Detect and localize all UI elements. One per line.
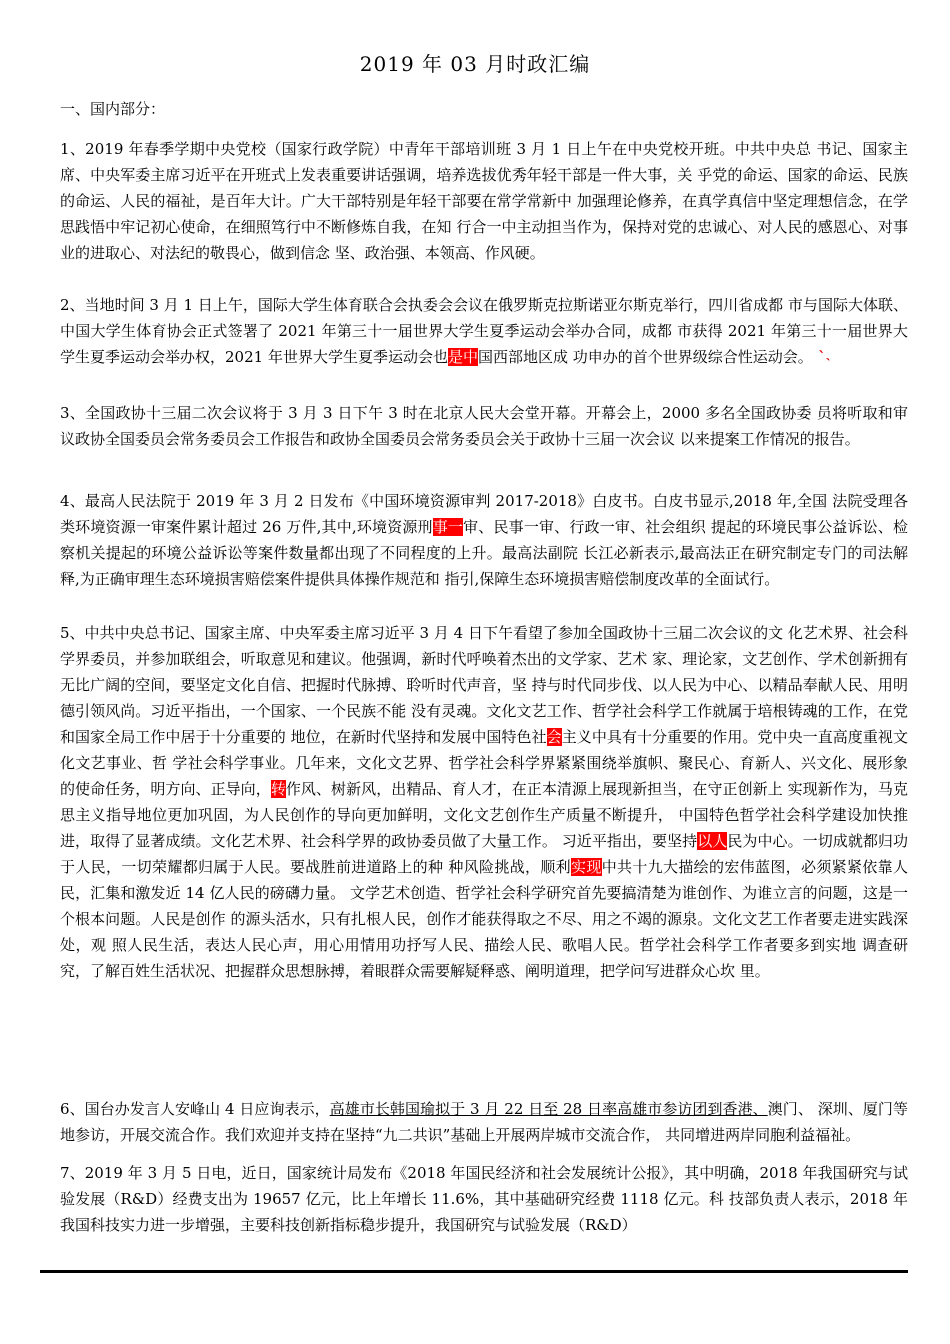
news-item-3	[60, 400, 908, 452]
news-item-4	[60, 488, 908, 592]
paragraph-text: 国西部地区成 功申办的首个世界级综合性运动会。	[477, 348, 813, 366]
news-item-2	[60, 292, 908, 370]
highlighted-text: 会	[546, 728, 562, 746]
paragraph-text: 主义中具有十分重要的作用。党中央一直高度重视文化文艺事业、哲 学社会科学事业。几年来，文化文艺界、哲学社会科学界紧紧围绕举旗帜、聚民心、育新人、兴文化、展形象 的使命任务，明方向、正导向，	[60, 728, 908, 798]
annotation-mark: ˋ˴	[812, 348, 831, 366]
news-item-6	[60, 1096, 908, 1148]
section-heading: 一、国内部分：	[60, 100, 166, 118]
paragraph-text: 1、2019 年春季学期中央党校（国家行政学院）中青年干部培训班 3 月 1 日上午在中央党校开班。中共中央总 书记、国家主席、中央军委主席习近平在开班式上发表重要讲话强调，培养选拔优秀年轻干部是一件大事，关 乎党的命运、国家的命运、民族的命运、人民的福祉，是百年大计。广大干部特别是年轻干部要在常学常新中 加强理论修养，在真学真信中坚定理想信念，在学思践悟中牢记初心使命，在细照笃行中不断修炼自我，在知 行合一中主动担当作为，保持对党的忠诚心、对人民的感恩心、对事业的进取心、对法纪的敬畏心，做到信念 坚、政治强、本领高、作风硬。	[60, 140, 908, 262]
underlined-text: 高雄市长韩国瑜拟于 3 月 22 日至 28 日率高雄市参访团到香港、	[329, 1100, 768, 1118]
highlighted-text: 以人	[697, 832, 728, 850]
paragraph-text: 中共十九大描绘的宏伟蓝图，必须紧紧依靠人民，汇集和激发近 14 亿人民的磅礴力量。 文学艺术创造、哲学社会科学研究首先要搞清楚为谁创作、为谁立言的问题，这是一个根本问题。人民是创作 的源头活水，只有扎根人民，创作才能获得取之不尽、用之不竭的源泉。文化文艺工作者要走进实践深处，观 照人民生活，表达人民心声，用心用情用功抒写人民、描绘人民、歌唱人民。哲学社会科学工作者要多到实地 调查研究，了解百姓生活状况、把握群众思想脉搏，着眼群众需要解疑释惑、阐明道理，把学问写进群众心坎 里。	[60, 858, 908, 980]
footer-divider	[40, 1270, 908, 1273]
news-item-5	[60, 620, 908, 984]
paragraph-text: 民为中心。一切成就都归功于人民，一切荣耀都归属于人民。要战胜前进道路上的种 种风险挑战，顺利	[60, 832, 908, 876]
news-item-1	[60, 136, 908, 266]
highlighted-text: 实现	[571, 858, 602, 876]
paragraph-text: 澳门、 深圳、厦门等地参访，开展交流合作。我们欢迎并支持在坚持“九二共识”基础上开展两岸城市交流合作， 共同增进两岸同胞利益福祉。	[60, 1100, 908, 1144]
paragraph-text: 3、全国政协十三届二次会议将于 3 月 3 日下午 3 时在北京人民大会堂开幕。开幕会上，2000 多名全国政协委 员将听取和审议政协全国委员会常务委员会工作报告和政协全国委员会常务委员会关于政协十三届一次会议 以来提案工作情况的报告。	[60, 404, 908, 448]
paragraph-text: 2、当地时间 3 月 1 日上午，国际大学生体育联合会执委会会议在俄罗斯克拉斯诺亚尔斯克举行，四川省成都 市与国际大体联、中国大学生体育协会正式签署了 2021 年第三十一届世界大学生夏季运动会举办合同，成都 市获得 2021 年第三十一届世界大学生夏季运动会举办权，2021 年世界大学生夏季运动会也	[60, 296, 908, 366]
paragraph-text: 7、2019 年 3 月 5 日电，近日，国家统计局发布《2018 年国民经济和社会发展统计公报》，其中明确，2018 年我国研究与试验发展（R&D）经费支出为 19657 亿元，比上年增长 11.6%，其中基础研究经费 1118 亿元。科 技部负责人表示，2018 年我国科技实力进一步增强，主要科技创新指标稳步提升，我国研究与试验发展（R&D）	[60, 1164, 908, 1234]
highlighted-text: 转	[270, 780, 286, 798]
paragraph-text: 6、国台办发言人安峰山 4 日应询表示，	[60, 1100, 330, 1118]
paragraph-text: 4、最高人民法院于 2019 年 3 月 2 日发布《中国环境资源审判 2017-2018》白皮书。白皮书显示,2018 年,全国 法院受理各类环境资源一审案件累计超过 26 万件,其中,环境资源刑	[60, 492, 908, 536]
highlighted-text: 事一	[432, 518, 464, 536]
paragraph-text: 审、民事一审、行政一审、社会组织 提起的环境民事公益诉讼、检察机关提起的环境公益诉讼等案件数量都出现了不同程度的上升。最高法副院 长江必新表示,最高法正在研究制定专门的司法解释,为正确审理生态环境损害赔偿案件提供具体操作规范和 指引,保障生态环境损害赔偿制度改革的全面试行。	[60, 518, 908, 588]
page-title: 2019 年 03 月时政汇编	[359, 52, 591, 76]
paragraph-text: 5、中共中央总书记、国家主席、中央军委主席习近平 3 月 4 日下午看望了参加全国政协十三届二次会议的文 化艺术界、社会科学界委员，并参加联组会，听取意见和建议。他强调，新时代呼唤着杰出的文学家、艺术 家、理论家，文艺创作、学术创新拥有无比广阔的空间，要坚定文化自信、把握时代脉搏、聆听时代声音，坚 持与时代同步伐、以人民为中心、以精品奉献人民、用明德引领风尚。习近平指出，一个国家、一个民族不能 没有灵魂。文化文艺工作、哲学社会科学工作就属于培根铸魂的工作，在党和国家全局工作中居于十分重要的 地位，在新时代坚持和发展中国特色社	[60, 624, 908, 746]
news-item-7	[60, 1160, 908, 1238]
highlighted-text: 是中	[447, 348, 478, 366]
paragraph-text: 作风、树新风，出精品、育人才，在正本清源上展现新担当，在守正创新上 实现新作为，马克思主义指导地位更加巩固，为人民创作的导向更加鲜明，文化文艺创作生产质量不断提升， 中国特色哲学社会科学建设加快推进，取得了显著成绩。文化艺术界、社会科学界的政协委员做了大量工作。 习近平指出，要坚持	[60, 780, 908, 850]
